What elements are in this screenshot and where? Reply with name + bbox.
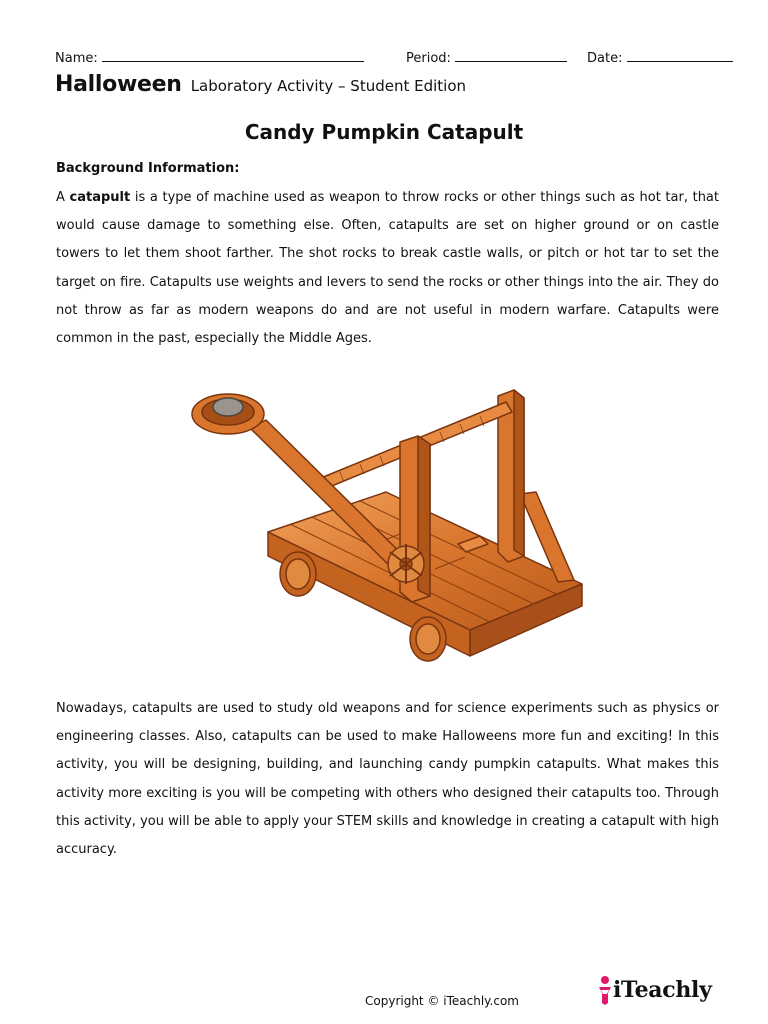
- catapult-illustration: [190, 384, 585, 664]
- period-label: Period:: [406, 51, 451, 66]
- page-title: Candy Pumpkin Catapult: [244, 120, 524, 144]
- brand-main: Halloween: [55, 72, 182, 97]
- copyright-text: Copyright © iTeachly.com: [365, 994, 519, 1008]
- p1-rest: is a type of machine used as weapon to throw rocks or other things such as hot tar, that would cause damage to something else. Often, catapults are set on higher ground or on castle towers to let them shoot farther. The shot rocks to break castle walls, or pitch or hot tar to set the target on fire. Catapults use weights and levers to send the rocks or other things into the air. They do not throw as far as modern weapons do and are not useful in modern warfare. Catapults were common in the past, especially the Middle Ages.: [56, 190, 719, 347]
- logo-text: iTeachly: [613, 977, 712, 1003]
- person-logo-icon: [597, 975, 613, 1005]
- p1-lead: A: [56, 190, 70, 205]
- document-brand: [55, 72, 466, 97]
- period-field[interactable]: [406, 48, 567, 66]
- date-blank-line[interactable]: [627, 48, 733, 62]
- catapult-term: catapult: [69, 190, 131, 205]
- wooden-catapult-icon: [190, 384, 585, 664]
- background-heading: Background Information:: [56, 161, 240, 176]
- name-blank-line[interactable]: [102, 48, 364, 62]
- brand-subtitle: Laboratory Activity – Student Edition: [190, 77, 467, 95]
- date-label: Date:: [587, 51, 623, 66]
- period-blank-line[interactable]: [455, 48, 567, 62]
- date-field[interactable]: [587, 48, 733, 66]
- name-field[interactable]: [55, 48, 364, 66]
- nowadays-paragraph: Nowadays, catapults are used to study old weapons and for science experiments such as physics or engineering classes. Also, catapults can be used to make Halloweens more fun and exciting! In this activity, you will be designing, building, and launching candy pumpkin catapults. What makes this activity more exciting is you will be competing with others who designed their catapults too. Through this activity, you will be able to apply your STEM skills and knowledge in creating a catapult with high accuracy.: [56, 701, 719, 858]
- name-label: Name:: [55, 51, 98, 66]
- background-paragraph: [56, 184, 719, 353]
- iteachly-logo: [597, 975, 712, 1005]
